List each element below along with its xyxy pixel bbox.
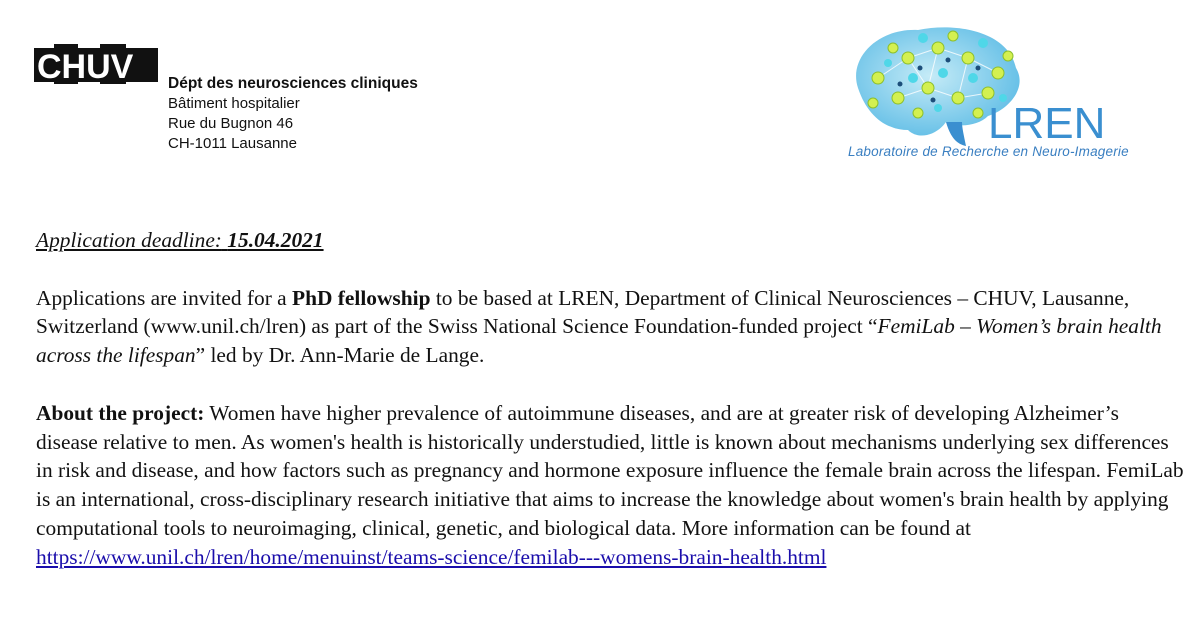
chuv-address <box>168 74 418 154</box>
chuv-logo-text: CHUV <box>37 48 134 84</box>
lren-subtitle: Laboratoire de Recherche en Neuro-Imagerie <box>848 144 1129 159</box>
street-address: Rue du Bugnon 46 <box>168 115 294 132</box>
project-title: FemiLab – Women’s brain health across the lifespan <box>36 314 1162 368</box>
deadline-label: Application deadline: <box>36 228 222 252</box>
deadline-date: 15.04.2021 <box>227 228 324 252</box>
city-address: CH-1011 Lausanne <box>168 135 297 152</box>
document-body <box>36 226 1186 572</box>
application-deadline <box>36 226 1186 255</box>
department-name: Dépt des neurosciences cliniques <box>168 75 418 92</box>
position-title: PhD fellowship <box>292 285 431 310</box>
chuv-logo <box>34 44 160 84</box>
intro-paragraph: Applications are invited for a PhD fellowship to be based at LREN, Department of Clinical Neurosciences – CHUV, Lausanne, Switzerland (www.unil.ch/lren) as part of the Swiss National Science Foundation-funded project “FemiLab – Women’s brain health across the lifespan” led by Dr. Ann-Marie de Lange. <box>36 285 1162 368</box>
building-name: Bâtiment hospitalier <box>168 95 300 112</box>
femilab-link[interactable]: https://www.unil.ch/lren/home/menuinst/teams-science/femilab---womens-brain-health.html <box>36 544 827 569</box>
about-paragraph: About the project: Women have higher prevalence of autoimmune diseases, and are at greater risk of developing Alzheimer’s disease relative to men. As women's health is historically understudied, little is known about mechanisms underlying sex differences in risk and disease, and how factors such as pregnancy and hormone exposure influence the female brain across the lifespan. FemiLab is an international, cross-disciplinary research initiative that aims to increase the knowledge about women's brain health by applying computational tools to neuroimaging, clinical, genetic, and biological data. More information can be found at https://www.unil.ch/lren/home/menuinst/teams-science/femilab---womens-brain-health.html <box>36 400 1184 569</box>
about-heading: About the project: <box>36 400 205 425</box>
lren-logo-text: LREN <box>988 99 1106 148</box>
